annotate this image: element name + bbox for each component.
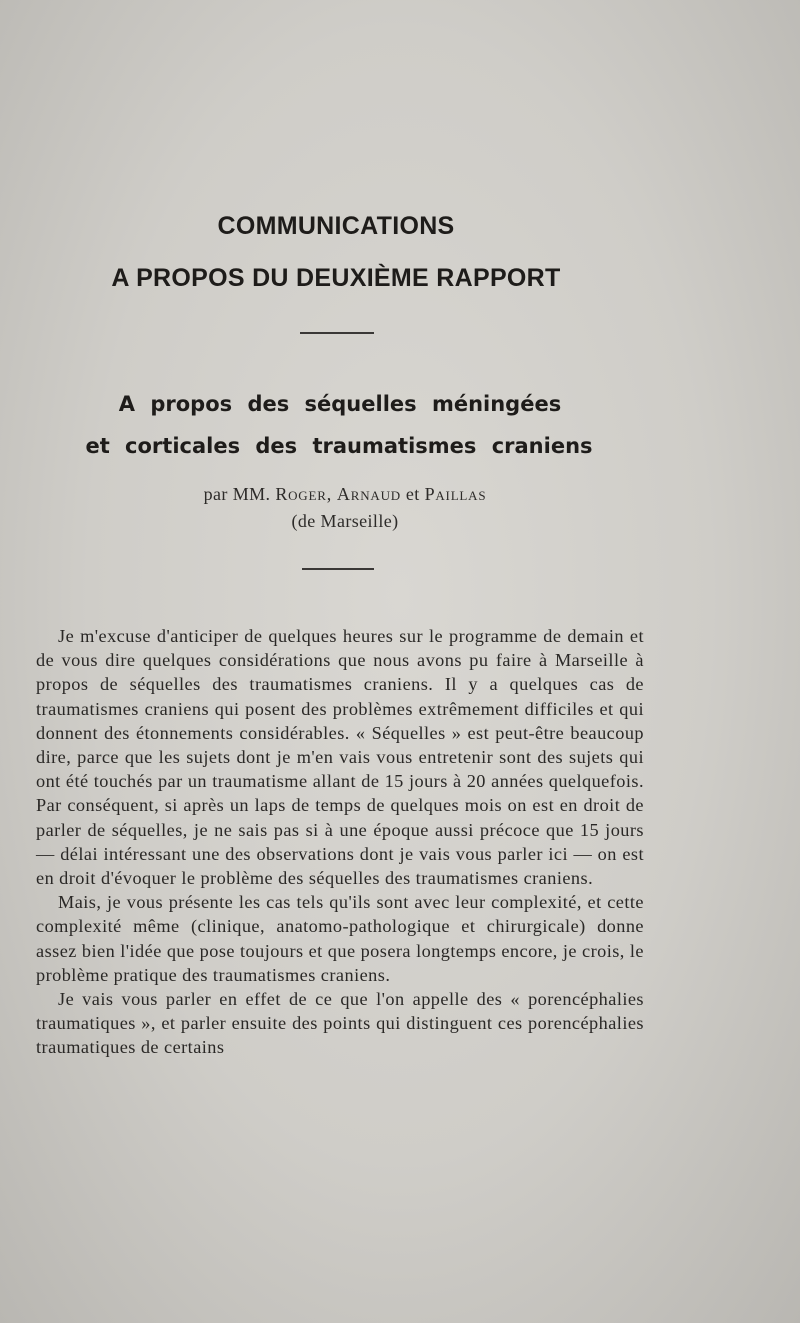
author-arnaud: Arnaud (336, 484, 401, 504)
divider-rule-bottom (302, 568, 374, 570)
author-location: (de Marseille) (291, 511, 399, 531)
article-title-line1: A propos des séquelles méningées (118, 392, 562, 416)
body-paragraph-3: Je vais vous parler en effet de ce que l'on appelle des « porencéphalies traumatiques », et parler ensuite des points qui distinguent ces porencéphalies traumatiques de certains (36, 989, 644, 1058)
byline-prefix: par MM. (203, 484, 271, 504)
section-heading-line1: COMMUNICATIONS (217, 212, 455, 240)
author-roger: Roger, (275, 484, 333, 504)
author-paillas: Paillas (424, 484, 487, 504)
article-byline (0, 484, 690, 505)
byline-conjunction: et (405, 484, 420, 504)
section-heading-line2: A PROPOS DU DEUXIÈME RAPPORT (111, 264, 561, 292)
body-paragraph-1: Je m'excuse d'anticiper de quelques heures sur le programme de demain et de vous dire quelques considérations que nous avons pu faire à Marseille à propos de séquelles des traumatismes craniens. Il y a quelques cas de traumatismes craniens qui posent des problèmes extrêmement difficiles et qui donnent des étonnements considérables. « Séquelles » est peut-être beaucoup dire, parce que les sujets dont je m'en vais vous entretenir sont des sujets qui ont été touchés par un traumatisme allant de 15 jours à 20 années quelquefois. Par conséquent, si après un laps de temps de quelques mois on est en droit de parler de séquelles, je ne sais pas si à une époque aussi précoce que 15 jours — délai intéressant une des observations dont je vais vous parler ici — on est en droit d'évoquer le problème des séquelles des traumatismes craniens. (36, 626, 644, 889)
article-title-line2: et corticales des traumatismes craniens (85, 434, 593, 458)
divider-rule-top (300, 332, 374, 334)
body-paragraph-2: Mais, je vous présente les cas tels qu'ils sont avec leur complexité, et cette complexité même (clinique, anatomo-pathologique et chirurgicale) donne assez bien l'idée que pose toujours et que posera longtemps encore, je crois, le problème pratique des traumatismes craniens. (36, 892, 644, 985)
article-body (36, 624, 644, 1060)
